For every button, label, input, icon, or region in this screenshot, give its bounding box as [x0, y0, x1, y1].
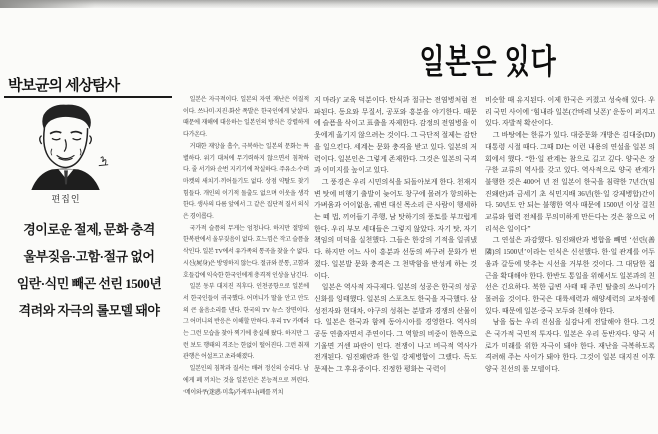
body-paragraph: 거대한 재앙을 흡수, 극복하는 일본의 문화는 특별하다. 위기 대처에 무기력하지 않으면서 침착하다. 줄 서기와 순번 지키기에 착실하다. 주유소·수퍼마켓의 새치기·끼어들기도 없다. 상점 약탈도 찾기 힘들다. 개인의 이기적 돌출도 없으며 이웃을 생각한다. 생사의 다름 앞에서 그 같은 집단적 질서 의식은 경이롭다.: [183, 143, 309, 221]
columnist-caricature: [14, 100, 118, 190]
body-paragraph: 그 연설은 과감했다. 임진왜란과 병합을 빼면 ‘선린(善隣)의 1500년’이라는 인식은 신선했다. 한·일 관계를 어두움과 갈등에 맞추는 시선을 거부한 것이다. 그 대담한 접근을 확대해야 한다. 한반도 통일을 위해서도 일본과의 친선은 긴요하다. 북한 급변 사태 때 주민 탈출의 쓰나미가 몰려올 것이다. 한국은 대륙세력과 해양세력의 교차점에 있다. 때문에 일본·중국 모두와 친해야 한다.: [485, 236, 655, 315]
scan-edge-band: [0, 0, 658, 8]
body-paragraph: 일본은 자극적이다. 일본의 자연 재난은 이질적이다. 쓰나미·지진·화산 폭발은 한국인에게 낯설다. 때문에 재해에 대응하는 일본인의 방식은 강렬하게 다가온다.: [183, 97, 309, 139]
body-column-3: [485, 95, 655, 433]
article-headline: 일본은 있다: [419, 42, 557, 81]
body-paragraph: 그 바탕에는 한류가 있다. 대중문화 개방은 김대중(DJ) 대통령 시절 때다. 그때 DJ는 이런 내용의 연설을 일본 의회에서 했다. “한·일 관계는 참으로 길고 깊다. 양국은 장구한 교류의 역사를 갖고 있다. 역사적으로 양국 관계가 불행한 것은 400여 년 전 일본이 한국을 침략한 7년간(임진왜란)과 금세기 초 식민지배 36년(한·일 강제병합)간이다. 50년도 안 되는 불행한 역사 때문에 1500년 이상 걸친 교류와 협력 전체를 무의미하게 만든다는 것은 참으로 어리석은 일이다”: [485, 131, 655, 233]
body-paragraph: 그 풍경은 우리 시민의식을 되돌아보게 한다. 천재지변 탓에 비행기 출발이 늦어도 창구에 몰려가 항의하는 가벼움과 어이없음, 궤변 대신 목소리 큰 사람이 행세하는 떼 법, 끼어들기 주행, 남 탓하기의 풍토를 부끄럽게 한다. 우리 부모 세대들은 그렇지 않았다. 자기 탓, 자기 책임의 미덕을 실천했다. 그들은 한강의 기적을 일궈냈다. 하지만 어느 사이 흥분과 선동의 싸구려 문화가 번졌다. 일본발 문화 충격은 그 천박함을 반성케 하는 것이다.: [314, 177, 477, 280]
body-paragraph: 일본 동부 대지진 직후다. 인천공항으로 일본에서 한국인들이 귀국했다. 어머니가 딸을 안고 안도의 큰 울음소리를 낸다. 한국의 TV 뉴스 장면이다. 그 어머니의 반응은 이해할 만하다. 우리 TV 카메라는 그런 모습을 찾아 찍기에 충실해 왔다. 하지만 그런 보도 행태의 격조는 한없이 떨어진다. 그런 취재 관행은 어설프고 초라해졌다.: [183, 284, 309, 361]
body-paragraph: 일본은 역사적 자극제다. 일본의 성공은 한국의 성공 신화를 잉태했다. 일본의 스포츠도 한국을 자극했다. 삼성전자와 현대차, 야구의 성취는 분발과 경쟁의 산물이다. 일본은 한국과 함께 동아시아를 경영한다. 역사의 공동 연출자면서 주연이다. 그 역할의 비중이 한쪽으로 기울면 거센 파란이 인다. 전쟁이 나고 비극적 역사가 전개된다. 임진왜란과 한·일 강제병합이 그랬다. 독도 문제는 그 후유증이다. 진정한 평화는 국력이: [314, 283, 477, 374]
pull-quote-line: 격려와 자극의 롤모델 돼야: [18, 303, 160, 318]
pull-quote-line: 임란·식민 빼곤 선린 1500년: [16, 276, 162, 291]
body-column-1: [183, 95, 309, 427]
pull-quote: [0, 216, 178, 324]
pull-quote-line: 울부짖음·고함·절규 없어: [23, 249, 155, 264]
sidebar-rule: [4, 96, 172, 98]
column-brand-title: 박보균의 세상탐사: [8, 77, 120, 94]
caricature-hair: [42, 105, 91, 130]
scan-edge-shadow: [0, 0, 95, 8]
pull-quote-line: 경이로운 절제, 문화 충격: [23, 222, 155, 237]
body-paragraph: 비슷할 때 유지된다. 이제 한국은 커졌고 성숙해 있다. 우리 국민 사이에 ‘힘내라 일본(간바레 닛폰)’ 운동이 퍼지고 있다. 자발적 확산이다.: [485, 96, 655, 128]
body-paragraph: 남을 돕는 우리 진심을 실감나게 전달해야 한다. 그것은 국가적 국민적 투자다. 일본은 우리 동반자다. 양국 서로가 미래를 위한 자극이 돼야 한다. 재난을 극복하도록 격려해 주는 사이가 돼야 한다. 그것이 일본 대지진 이후 양국 친선의 롤 모델이다.: [485, 318, 655, 374]
portrait-caption: 편집인: [51, 194, 81, 204]
body-paragraph: 일본인의 침착과 질서는 배려 정신의 승리다. 남에게 폐 끼치는 것을 일본인은 본능적으로 꺼린다. ‘메이와쿠(迷惑·미혹)가케루나(폐를 끼치: [183, 366, 309, 396]
body-column-2: [314, 95, 477, 427]
body-paragraph: 국가적 슬픔의 무게는 엄청나다. 하지만 절망의 한복판에서 울부짖음이 없다. 흐느낌은 작고 슬픔을 삭인다. 일본 TV에서 유가족의 통곡을 찾을 수 없다. 시신(屍身)은 방영하지 않는다. 절규와 분통, 고함과 호들갑에 익숙한 한국인에게 충격적 인상을 남긴다.: [183, 225, 309, 279]
body-paragraph: 지 마라)’ 교육 덕분이다. 탄식과 절규는 전염병처럼 전파된다. 동요와 무질서, 공포와 흥분을 야기한다. 때문에 슬픔을 삭이고 표출을 자제한다. 감정의 전염병을 이웃에게 옮기지 않으려는 것이다. 그 극단적 절제는 감탄을 일으킨다. 세계는 문화 충격을 받고 있다. 일본의 저력이다. 일본인은 그렇게 존재한다. 그것은 일본의 국격과 이미지를 높이고 있다.: [314, 96, 477, 175]
